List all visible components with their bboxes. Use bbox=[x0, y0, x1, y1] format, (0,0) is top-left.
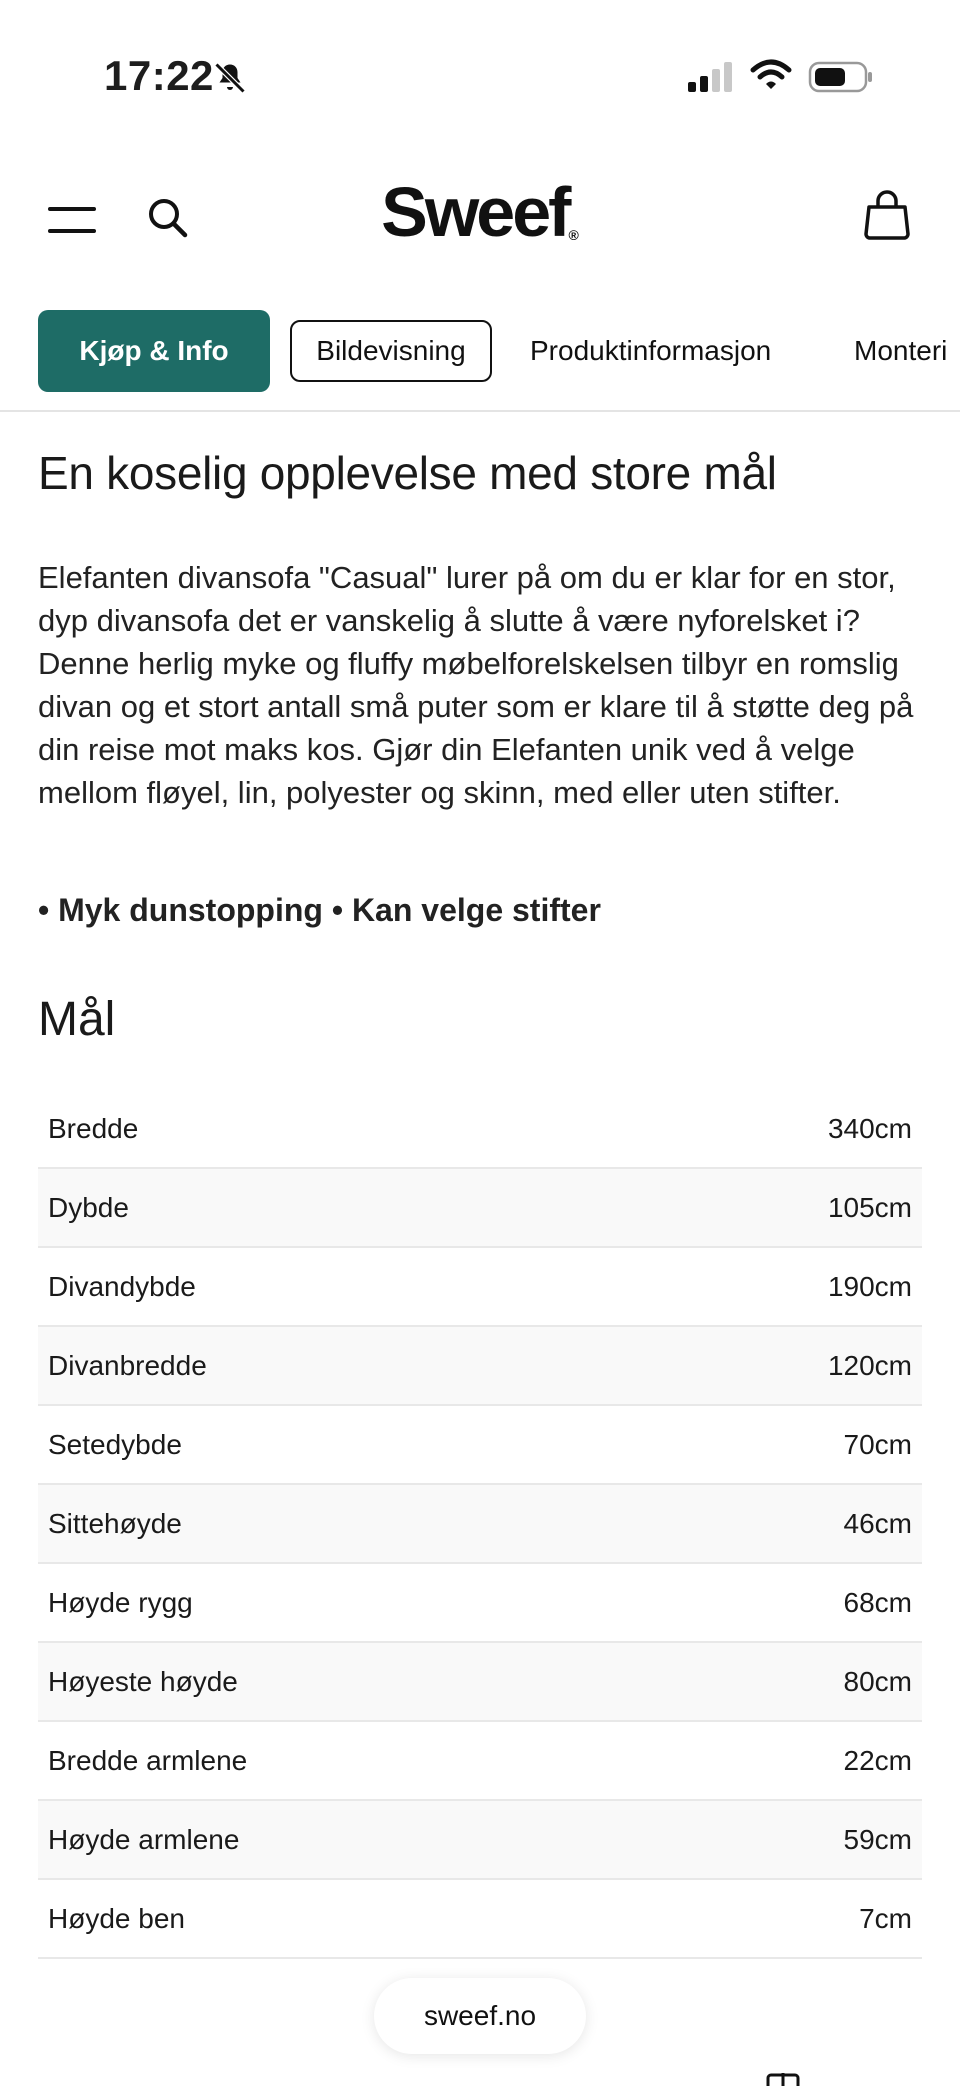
table-row bbox=[38, 1169, 922, 1248]
dimension-label: Bredde bbox=[48, 1112, 139, 1144]
dimensions-heading: Mål bbox=[38, 993, 116, 1046]
dimension-value: 22cm bbox=[843, 1744, 912, 1776]
table-row bbox=[38, 1564, 922, 1643]
dimension-label: Divandybde bbox=[48, 1270, 196, 1302]
browser-url-bar[interactable]: sweef.no bbox=[374, 1978, 586, 2054]
table-row bbox=[38, 1880, 922, 1959]
dimension-value: 7cm bbox=[859, 1902, 912, 1934]
dimension-value: 59cm bbox=[843, 1823, 912, 1855]
dimension-label: Høyde ben bbox=[48, 1902, 185, 1934]
table-row bbox=[38, 1090, 922, 1169]
share-icon[interactable] bbox=[764, 2072, 802, 2087]
product-features: • Myk dunstopping • Kan velge stifter bbox=[38, 892, 601, 928]
dimension-value: 80cm bbox=[843, 1665, 912, 1697]
table-row bbox=[38, 1801, 922, 1880]
table-row bbox=[38, 1485, 922, 1564]
cart-icon[interactable] bbox=[862, 188, 912, 240]
dimension-label: Divanbredde bbox=[48, 1349, 207, 1381]
site-logo[interactable] bbox=[0, 172, 960, 252]
table-row bbox=[38, 1248, 922, 1327]
status-time: 17:22 bbox=[104, 52, 214, 99]
logo-mark: ® bbox=[568, 227, 579, 243]
dimension-label: Dybde bbox=[48, 1191, 129, 1223]
dimension-label: Sittehøyde bbox=[48, 1507, 182, 1539]
dimension-label: Høyeste høyde bbox=[48, 1665, 238, 1697]
dimension-value: 70cm bbox=[843, 1428, 912, 1460]
battery-icon bbox=[808, 60, 874, 94]
logo-text: Sweef bbox=[381, 173, 569, 251]
wifi-icon bbox=[750, 58, 792, 92]
table-row bbox=[38, 1643, 922, 1722]
dimension-label: Høyde rygg bbox=[48, 1586, 193, 1618]
dimension-value: 190cm bbox=[827, 1270, 912, 1302]
signal-icon bbox=[686, 60, 736, 94]
dimension-label: Setedybde bbox=[48, 1428, 182, 1460]
dimension-label: Høyde armlene bbox=[48, 1823, 240, 1855]
dimensions-table bbox=[38, 1090, 922, 1959]
dimension-label: Bredde armlene bbox=[48, 1744, 248, 1776]
tab-bildevisning[interactable]: Bildevisning bbox=[290, 320, 492, 382]
status-bar bbox=[0, 0, 960, 150]
table-row bbox=[38, 1722, 922, 1801]
table-row bbox=[38, 1406, 922, 1485]
product-description: Elefanten divansofa "Casual" lurer på om du er klar for en stor, dyp divansofa det er vanskelig å slutte å være nyforelsket i? Denne herlig myke og fluffy møbelforelskelsen tilbyr en romslig divan og et stort antall små puter som er klare til å støtte deg på din reise mot maks kos. Gjør din Elefanten unik ved å velge mellom fløyel, lin, polyester og skinn, med eller uten stifter. bbox=[38, 560, 914, 810]
tab-produktinformasjon[interactable]: Produktinformasjon bbox=[530, 335, 772, 366]
product-headline: En koselig opplevelse med store mål bbox=[38, 447, 777, 499]
tab-kjop-info[interactable]: Kjøp & Info bbox=[38, 310, 270, 392]
dimension-value: 105cm bbox=[827, 1191, 912, 1223]
section-tabs bbox=[0, 310, 960, 412]
site-header bbox=[0, 150, 960, 280]
bell-off-icon bbox=[212, 60, 248, 96]
dimension-value: 68cm bbox=[843, 1586, 912, 1618]
dimension-value: 46cm bbox=[843, 1507, 912, 1539]
table-row bbox=[38, 1327, 922, 1406]
tab-montering[interactable]: Monteri bbox=[854, 335, 948, 366]
dimension-value: 340cm bbox=[827, 1112, 912, 1144]
dimension-value: 120cm bbox=[827, 1349, 912, 1381]
